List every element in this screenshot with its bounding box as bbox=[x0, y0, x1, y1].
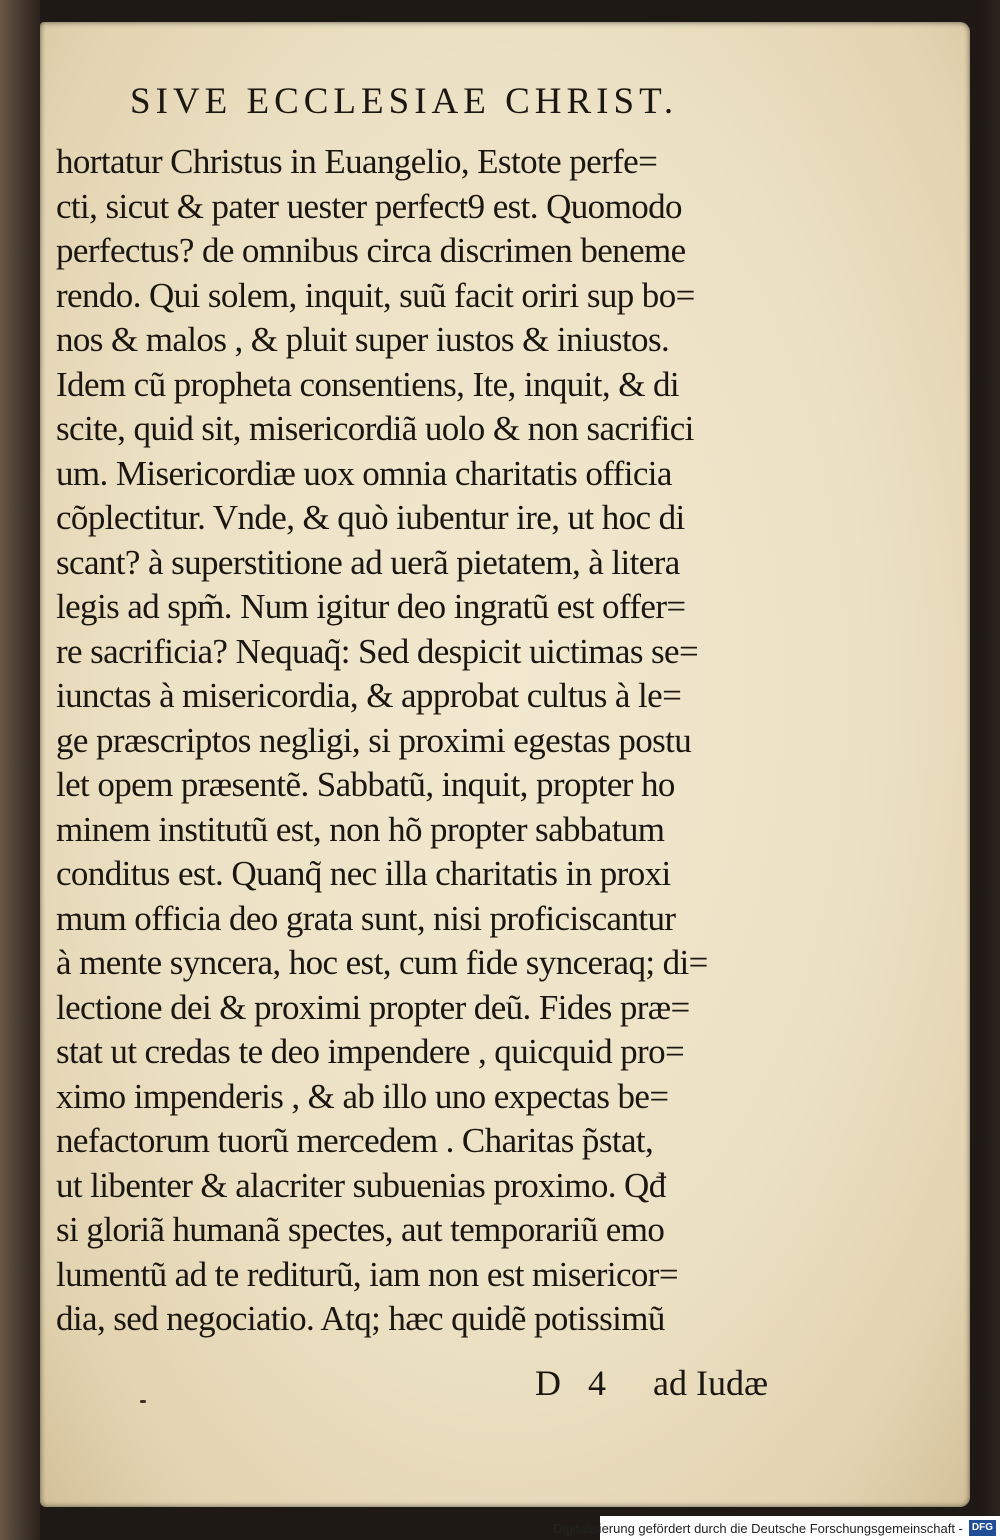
signature-number: 4 bbox=[588, 1363, 606, 1403]
text-line: Idem cũ propheta consentiens, Ite, inquit, & di bbox=[56, 364, 680, 404]
text-line: ut libenter & alacriter subuenias proximo. Qđ bbox=[56, 1165, 666, 1205]
text-line: lectione dei & proximi propter deũ. Fides præ= bbox=[56, 987, 690, 1027]
text-line: cõplectitur. Vnde, & quò iubentur ire, ut hoc di bbox=[56, 498, 685, 537]
catchword: ad Iudæ bbox=[653, 1363, 768, 1403]
text-line: perfectus? de omnibus circa discrimen beneme bbox=[56, 231, 686, 270]
text-line: à mente syncera, hoc est, cum fide synceraq; di= bbox=[56, 943, 708, 982]
book-binding-gutter bbox=[0, 0, 40, 1540]
text-line: conditus est. Quanq̃ nec illa charitatis in proxi bbox=[56, 854, 671, 893]
body-text bbox=[56, 140, 826, 1342]
text-line: nefactorum tuorũ mercedem . Charitas p̃stat, bbox=[56, 1121, 654, 1160]
text-line: ximo impenderis , & ab illo uno expectas be= bbox=[56, 1076, 669, 1116]
text-line: hortatur Christus in Euangelio, Estote perfe= bbox=[56, 142, 658, 181]
catchword-line bbox=[535, 1362, 835, 1404]
text-line: let opem præsentẽ. Sabbatũ, inquit, propter ho bbox=[56, 765, 675, 804]
running-head: SIVE ECCLESIAE CHRIST. bbox=[130, 81, 679, 122]
text-line: um. Misericordiæ uox omnia charitatis officia bbox=[56, 453, 672, 493]
ink-speck bbox=[140, 1400, 146, 1403]
text-line: dia, sed negociatio. Atq; hæc quidẽ potissimũ bbox=[56, 1299, 665, 1338]
text-line: si gloriã humanã spectes, aut temporariũ emo bbox=[56, 1210, 665, 1249]
signature-mark: D bbox=[535, 1363, 561, 1403]
text-line: re sacrificia? Nequaq̃: Sed despicit uictimas se= bbox=[56, 631, 699, 671]
footer-bar bbox=[553, 1516, 1000, 1540]
dfg-logo-icon: DFG bbox=[969, 1520, 996, 1536]
text-line: scant? à superstitione ad uerã pietatem, à litera bbox=[56, 542, 680, 582]
text-line: stat ut credas te deo impendere , quicquid pro= bbox=[56, 1032, 685, 1071]
text-line: nos & malos , & pluit super iustos & iniustos. bbox=[56, 320, 670, 359]
text-line: rendo. Qui solem, inquit, suũ facit oriri sup bo= bbox=[56, 275, 695, 315]
text-line: iunctas à misericordia, & approbat cultus à le= bbox=[56, 676, 682, 715]
text-line: minem institutũ est, non hõ propter sabbatum bbox=[56, 809, 665, 849]
text-line: lumentũ ad te rediturũ, iam non est misericor= bbox=[56, 1254, 678, 1294]
text-line: legis ad spm̃. Num igitur deo ingratũ est offer= bbox=[56, 587, 686, 626]
text-line: scite, quid sit, misericordiã uolo & non sacrifici bbox=[56, 409, 694, 448]
text-line: ge præscriptos negligi, si proximi egestas postu bbox=[56, 720, 692, 760]
text-line: cti, sicut & pater uester perfect9 est. Quomodo bbox=[56, 186, 682, 226]
funding-notice: Digitalisierung gefördert durch die Deutsche Forschungsgemeinschaft - bbox=[553, 1520, 963, 1536]
text-line: mum officia deo grata sunt, nisi proficiscantur bbox=[56, 898, 676, 938]
